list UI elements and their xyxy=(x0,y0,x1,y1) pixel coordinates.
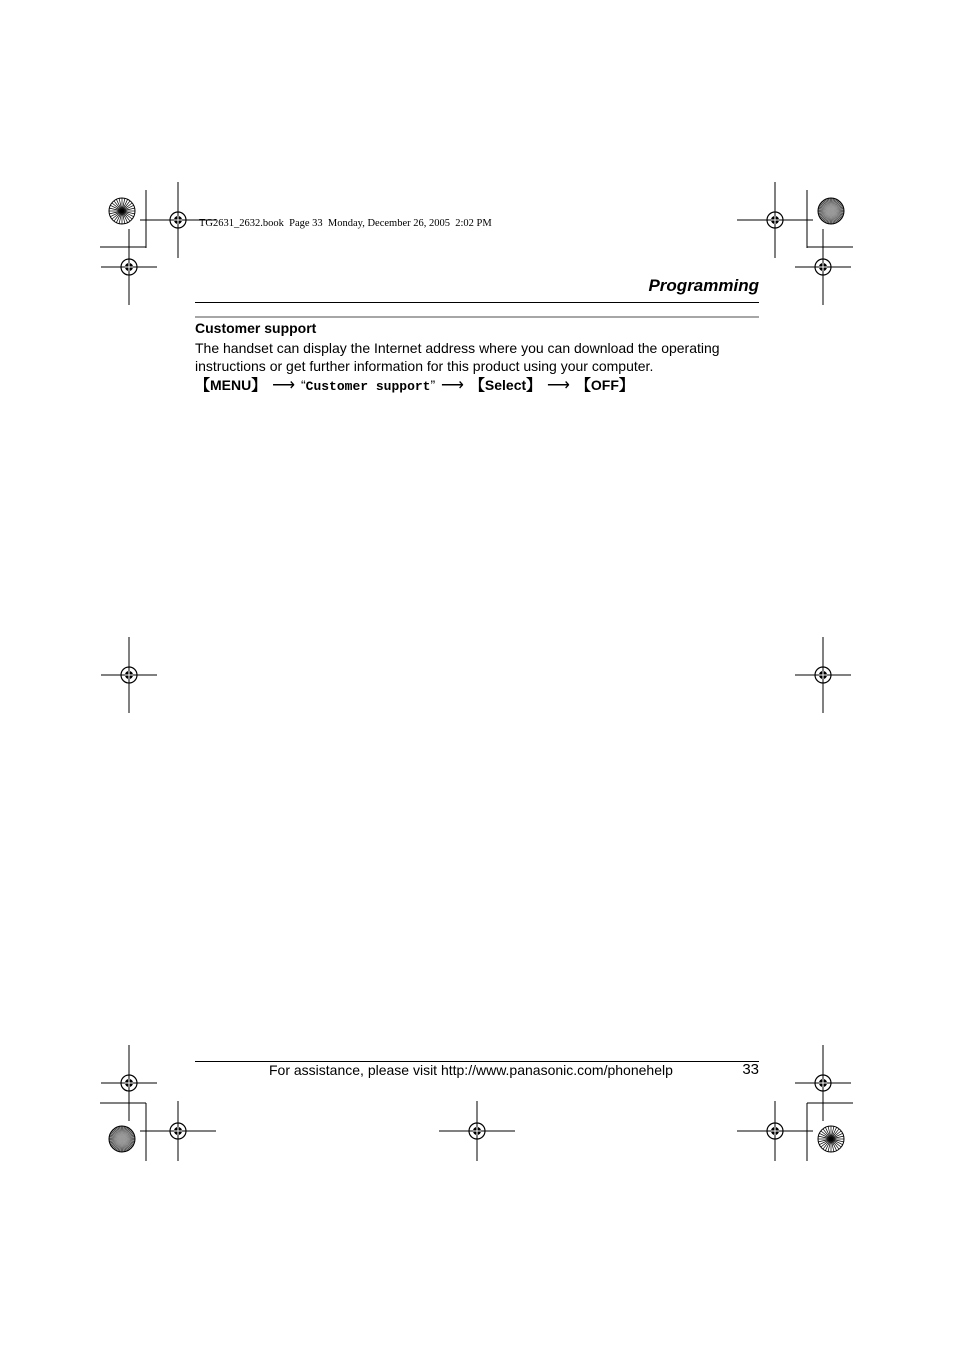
arrow-icon: ⟶ xyxy=(441,377,464,394)
customer-support-heading: Customer support xyxy=(195,320,317,336)
registration-mark xyxy=(101,637,157,713)
header-rule xyxy=(195,302,759,303)
star-target-mark xyxy=(818,1126,844,1152)
crop-mark xyxy=(100,190,146,248)
page-number: 33 xyxy=(742,1061,759,1078)
display-item: “Customer support” xyxy=(300,377,436,394)
arrow-icon: ⟶ xyxy=(272,377,296,394)
print-slug-line: TG2631_2632.book Page 33 Monday, December 26, 2005 2:02 PM xyxy=(199,218,492,229)
star-target-mark xyxy=(818,198,844,224)
menu-key: 【MENU】 xyxy=(195,377,267,394)
registration-mark xyxy=(439,1101,515,1161)
registration-mark xyxy=(795,637,851,713)
section-title: Programming xyxy=(648,276,759,295)
menu-steps xyxy=(195,374,634,395)
off-key: 【OFF】 xyxy=(575,377,634,394)
registration-mark xyxy=(140,1101,216,1161)
section-divider xyxy=(195,316,759,318)
arrow-icon: ⟶ xyxy=(547,377,570,394)
registration-mark xyxy=(737,1101,813,1161)
registration-mark xyxy=(101,1045,157,1121)
customer-support-description: The handset can display the Internet address where you can download the operating instructions or get further information for this product using your computer. xyxy=(195,340,720,374)
registration-mark xyxy=(101,229,157,305)
registration-mark xyxy=(795,1045,851,1121)
select-key: 【Select】 xyxy=(469,377,542,394)
registration-mark xyxy=(795,229,851,305)
registration-mark xyxy=(737,182,813,258)
star-target-mark xyxy=(109,198,135,224)
star-target-mark xyxy=(109,1126,135,1152)
footer-assistance: For assistance, please visit http://www.panasonic.com/phonehelp xyxy=(269,1062,673,1078)
